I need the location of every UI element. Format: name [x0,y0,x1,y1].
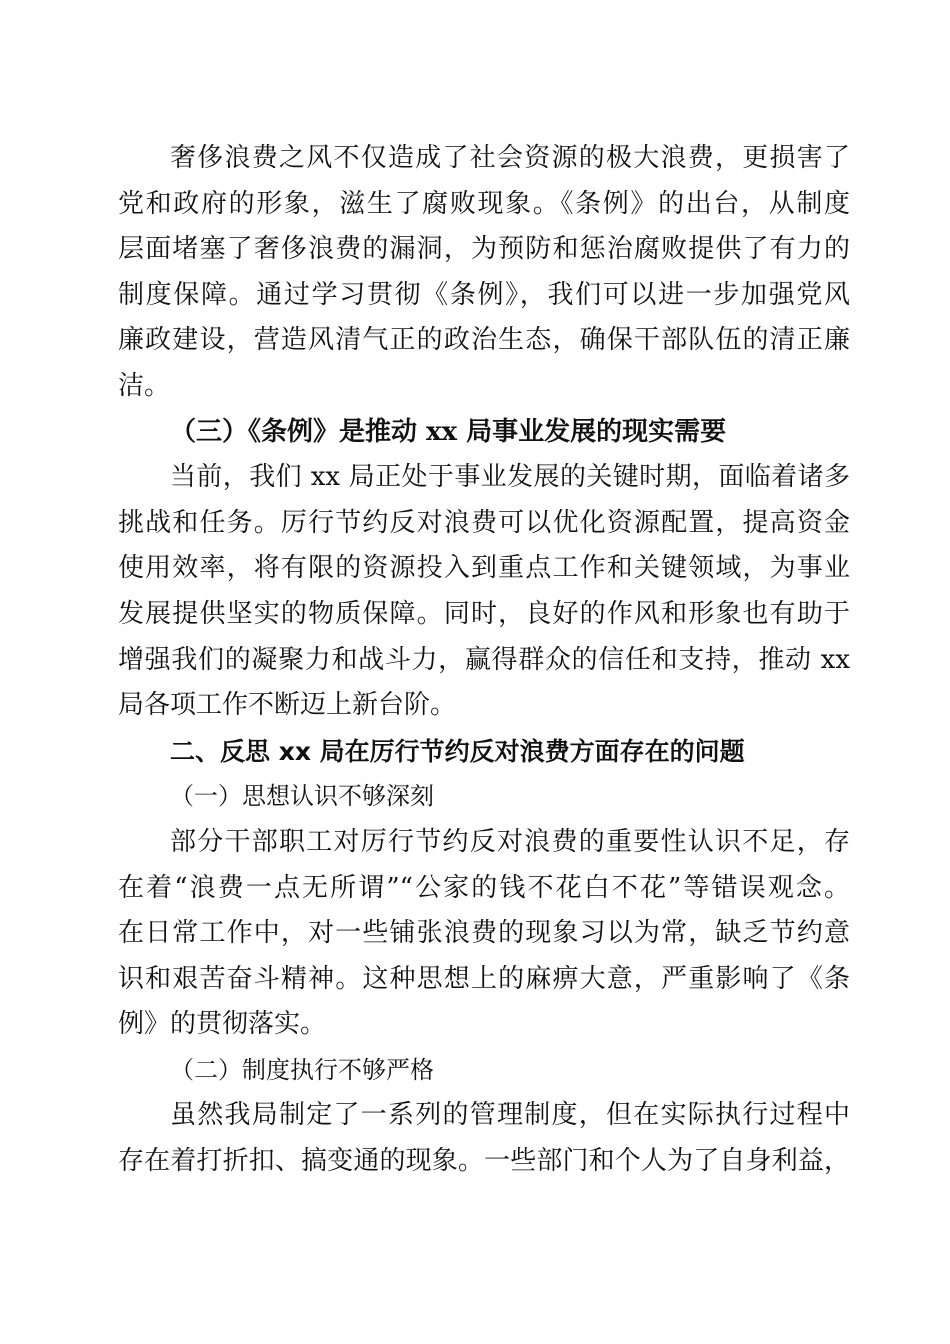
body-line: 发展提供坚实的物质保障。同时，良好的作风和形象也有助于 [118,598,850,629]
body-line: 在着“浪费一点无所谓”“公家的钱不花白不花”等错误观念。 [118,872,850,903]
body-line: 党和政府的形象，滋生了腐败现象。《条例》的出台，从制度 [118,188,850,219]
body-line: 识和艰苦奋斗精神。这种思想上的麻痹大意，严重影响了《条 [118,963,850,994]
body-line: 增强我们的凝聚力和战斗力，赢得群众的信任和支持，推动 xx [118,644,850,675]
body-line: 局各项工作不断迈上新台阶。 [118,690,457,721]
body-line: 洁。 [118,370,171,401]
subsection-heading: （三）《条例》是推动 xx 局事业发展的现实需要 [170,416,727,447]
body-line: 奢侈浪费之风不仅造成了社会资源的极大浪费，更损害了 [170,143,850,173]
subsection-heading: （二）制度执行不够严格 [170,1055,434,1084]
body-line: 使用效率，将有限的资源投入到重点工作和关键领域，为事业 [118,553,850,584]
body-line: 部分干部职工对厉行节约反对浪费的重要性认识不足，存 [170,826,850,857]
body-line: 制度保障。通过学习贯彻《条例》，我们可以进一步加强党风 [118,279,850,310]
body-line: 挑战和任务。厉行节约反对浪费可以优化资源配置，提高资金 [118,507,850,538]
subsection-heading: （一）思想认识不够深刻 [170,782,434,811]
body-line: 存在着打折扣、搞变通的现象。一些部门和个人为了自身利益， [118,1146,850,1177]
body-line: 当前，我们 xx 局正处于事业发展的关键时期，面临着诸多 [170,462,850,493]
body-line: 例》的贯彻落实。 [118,1009,327,1040]
section-heading: 二、反思 xx 局在厉行节约反对浪费方面存在的问题 [170,736,745,766]
body-line: 廉政建设，营造风清气正的政治生态，确保干部队伍的清正廉 [118,325,850,356]
document-page [118,136,850,1185]
body-line: 层面堵塞了奢侈浪费的漏洞，为预防和惩治腐败提供了有力的 [118,234,850,265]
body-line: 虽然我局制定了一系列的管理制度，但在实际执行过程中 [170,1100,850,1131]
body-line: 在日常工作中，对一些铺张浪费的现象习以为常，缺乏节约意 [118,918,850,949]
